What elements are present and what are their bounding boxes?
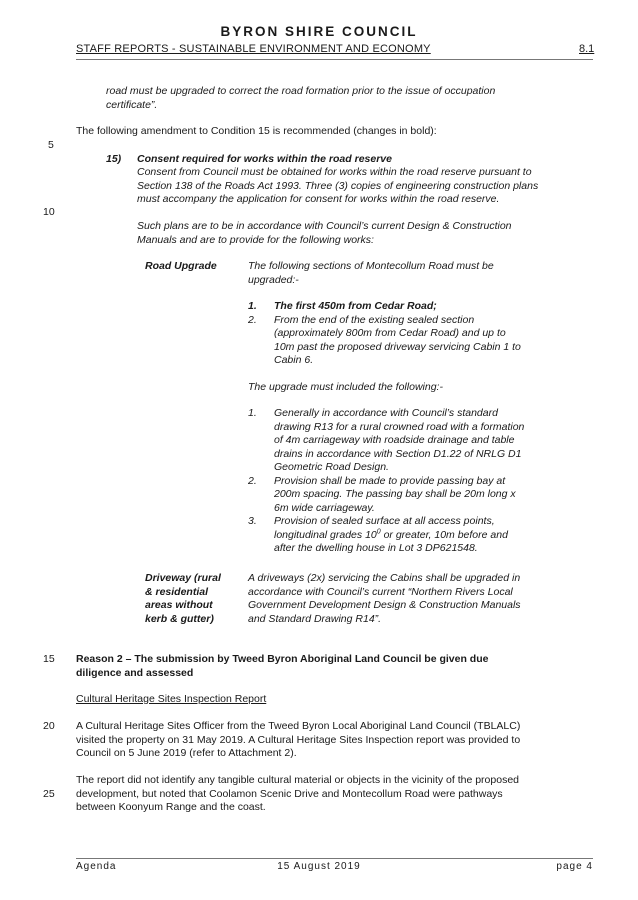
footer-agenda: Agenda (76, 861, 117, 872)
item-number: 8.1 (579, 43, 595, 55)
cultural-heritage-subheading: Cultural Heritage Sites Inspection Report (76, 693, 267, 705)
line-number: 25 (43, 788, 55, 800)
paragraph-report-findings: The report did not identify any tangible cultural material or objects in the vicinity of the proposed development, but noted that Coolamon Scenic Drive and Montecollum Road were pathways between Koonyum Range and the coast. (76, 774, 519, 813)
condition-number: 15) (106, 153, 122, 165)
road-upgrade-label: Road Upgrade (145, 260, 217, 272)
line-number: 5 (48, 139, 54, 151)
upgrade-intro: The upgrade must included the following:- (248, 380, 443, 393)
paragraph-inspection: A Cultural Heritage Sites Officer from the Tweed Byron Local Aboriginal Land Council (TBLALC) visited the property on 31 May 2019. A Cultural Heritage Sites Inspection report was provided to Council on 5 June 2019 (refer to Attachment 2). (76, 720, 521, 759)
condition-paragraph-1: Consent from Council must be obtained for works within the road reserve pursuant to Section 138 of the Roads Act 1993. Three (3) copies of engineering construction plans must accompany the application for consent for works within the road reserve. (137, 166, 539, 205)
driveway-text: A driveways (2x) servicing the Cabins shall be upgraded in accordance with Council’s current “Northern Rivers Local Government Development Design & Construction Manuals and Standard Drawing R14”. (248, 572, 521, 625)
condition-paragraph-2: Such plans are to be in accordance with Council’s current Design & Construction Manuals and are to provide for the following works: (137, 220, 512, 246)
reason-2-heading: Reason 2 – The submission by Tweed Byron Aboriginal Land Council be given due diligence and assessed (76, 653, 489, 679)
driveway-label: Driveway (rural & residential areas without kerb & gutter) (145, 572, 221, 625)
footer-divider (76, 858, 593, 859)
road-sections-list (248, 300, 578, 368)
condition-title: Consent required for works within the road reserve (137, 153, 392, 165)
list-item: 3. Provision of sealed surface at all access points, longitudinal grades $10^0$ or greater, 10m before and after the dwelling house in Lot 3 DP621548. (248, 515, 508, 554)
line-number: 10 (43, 206, 55, 218)
list-item: 1. The first 450m from Cedar Road; (248, 300, 437, 312)
list-item: 2. Provision shall be made to provide passing bay at 200m spacing. The passing bay shall be 20m long x 6m wide carriageway. (248, 474, 516, 514)
upgrade-requirements-list (248, 407, 578, 556)
list-item: 2. From the end of the existing sealed section (approximately 800m from Cedar Road) and up to 10m past the proposed driveway servicing Cabin 1 to Cabin 6. (248, 313, 521, 366)
council-name: BYRON SHIRE COUNCIL (220, 24, 418, 39)
road-upgrade-content: The following sections of Montecollum Road must be upgraded:- 1. The first 450m from Cedar Road; 2. From the end of the existing sealed section (approximately 800m from Cedar Road) and up to 10m past the proposed driveway servicing Cabin 1 to Cabin 6. The upgrade must included the following:- 1. Generally in accordance with Council’s standard drawing R13 for a rural crowned road with a formation of 4m carriageway with roadside drainage and table drains in accordance with Section D1.22 of NRLG D1 Geometric Road Design. 2. Provision shall be made to provide passing bay at 200m spacing. The passing bay shall be 20m long x 6m wide carriageway. 3. Provision of sealed surface at all access points, longitudinal grades $10^0$ or greater, 10m before and after the dwelling house in Lot 3 DP621548. (248, 260, 578, 556)
line-number: 15 (43, 653, 55, 665)
footer-page-number: page 4 (556, 861, 593, 872)
footer-date: 15 August 2019 (277, 861, 361, 872)
list-item: 1. Generally in accordance with Council’s standard drawing R13 for a rural crowned road with a formation of 4m carriageway with roadside drainage and table drains in accordance with Section D1.22 of NRLG D1 Geometric Road Design. (248, 407, 525, 473)
line-number: 20 (43, 720, 55, 732)
quote-continuation: road must be upgraded to correct the road formation prior to the issue of occupation certificate”. (106, 85, 496, 111)
header-divider (76, 59, 593, 60)
department-heading: STAFF REPORTS - SUSTAINABLE ENVIRONMENT AND ECONOMY (76, 43, 431, 55)
amendment-intro: The following amendment to Condition 15 is recommended (changes in bold): (76, 125, 437, 137)
